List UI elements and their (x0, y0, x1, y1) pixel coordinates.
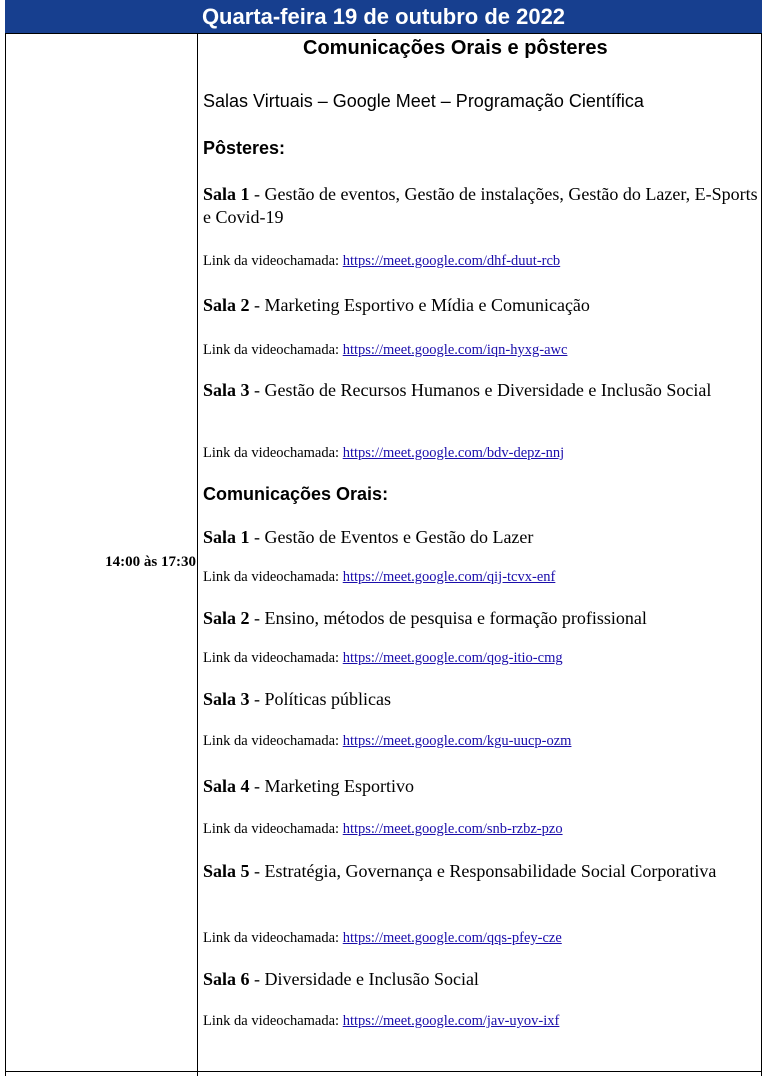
room-description: - Marketing Esportivo (249, 776, 414, 796)
link-prefix: Link da videochamada: (203, 569, 340, 585)
link-prefix: Link da videochamada: (203, 253, 340, 269)
poster-room-3 (203, 379, 759, 402)
section-subtitle: Salas Virtuais – Google Meet – Programação Científica (203, 91, 644, 111)
meet-link[interactable]: https://meet.google.com/qog-itio-cmg (342, 650, 563, 666)
row-divider (5, 1071, 762, 1072)
oral-room-2 (203, 607, 759, 630)
room-description: - Diversidade e Inclusão Social (249, 969, 479, 989)
room-description: - Estratégia, Governança e Responsabilidade Social Corporativa (249, 861, 717, 881)
oral-room-6 (203, 968, 759, 991)
meet-link[interactable]: https://meet.google.com/bdv-depz-nnj (342, 445, 565, 461)
meet-link[interactable]: https://meet.google.com/dhf-duut-rcb (342, 253, 561, 269)
oral-room-1-link-line (203, 569, 555, 586)
link-prefix: Link da videochamada: (203, 342, 340, 358)
poster-room-3-link-line (203, 445, 564, 462)
room-label: Sala 3 (203, 689, 250, 709)
room-description: - Políticas públicas (249, 689, 391, 709)
link-prefix: Link da videochamada: (203, 1013, 340, 1029)
date-header-text: Quarta-feira 19 de outubro de 2022 (201, 3, 566, 29)
room-label: Sala 1 (203, 184, 250, 204)
room-label: Sala 4 (203, 776, 250, 796)
poster-room-2 (203, 294, 759, 317)
oral-room-6-link-line (203, 1013, 559, 1030)
posters-heading: Pôsteres: (203, 138, 286, 158)
meet-link[interactable]: https://meet.google.com/qij-tcvx-enf (342, 569, 556, 585)
poster-room-1-link-line (203, 253, 560, 270)
meet-link[interactable]: https://meet.google.com/qqs-pfey-cze (342, 930, 562, 946)
room-label: Sala 2 (203, 295, 250, 315)
poster-room-1 (203, 183, 759, 229)
room-label: Sala 1 (203, 527, 250, 547)
oral-room-3-link-line (203, 733, 571, 750)
room-label: Sala 2 (203, 608, 250, 628)
link-prefix: Link da videochamada: (203, 733, 340, 749)
link-prefix: Link da videochamada: (203, 445, 340, 461)
oral-room-5 (203, 860, 759, 883)
room-description: - Gestão de eventos, Gestão de instalações, Gestão do Lazer, E-Sports e Covid-19 (203, 184, 758, 227)
poster-room-2-link-line (203, 342, 567, 359)
room-description: - Ensino, métodos de pesquisa e formação profissional (249, 608, 647, 628)
link-prefix: Link da videochamada: (203, 821, 340, 837)
meet-link[interactable]: https://meet.google.com/jav-uyov-ixf (342, 1013, 560, 1029)
room-label: Sala 5 (203, 861, 250, 881)
room-description: - Gestão de Recursos Humanos e Diversidade e Inclusão Social (249, 380, 712, 400)
oral-room-5-link-line (203, 930, 562, 947)
link-prefix: Link da videochamada: (203, 930, 340, 946)
oral-room-4-link-line (203, 821, 563, 838)
link-prefix: Link da videochamada: (203, 650, 340, 666)
oral-room-4 (203, 775, 759, 798)
oral-heading: Comunicações Orais: (203, 484, 389, 504)
room-label: Sala 3 (203, 380, 250, 400)
column-divider (197, 33, 198, 1076)
time-slot: 14:00 às 17:30 (105, 554, 196, 570)
room-description: - Gestão de Eventos e Gestão do Lazer (249, 527, 534, 547)
room-label: Sala 6 (203, 969, 250, 989)
oral-room-3 (203, 688, 759, 711)
room-description: - Marketing Esportivo e Mídia e Comunicação (249, 295, 590, 315)
meet-link[interactable]: https://meet.google.com/snb-rzbz-pzo (342, 821, 563, 837)
section-title: Comunicações Orais e pôsteres (303, 37, 608, 59)
date-header (5, 0, 762, 33)
meet-link[interactable]: https://meet.google.com/iqn-hyxg-awc (342, 342, 568, 358)
oral-room-1 (203, 526, 759, 549)
oral-room-2-link-line (203, 650, 563, 667)
meet-link[interactable]: https://meet.google.com/kgu-uucp-ozm (342, 733, 572, 749)
